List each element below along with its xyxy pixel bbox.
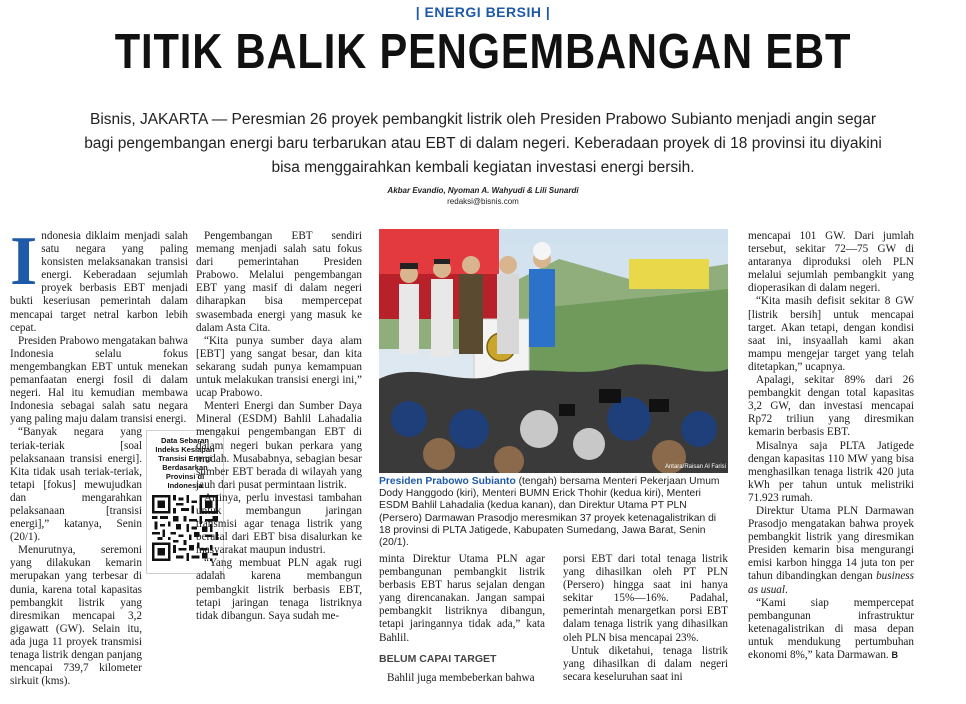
article-deck: Bisnis, JAKARTA — Peresmian 26 proyek pembangkit listrik oleh Presiden Prabowo Subianto menjadi angin segar bagi pengembangan energi baru terbarukan atau EBT di dalam negeri. Keberadaan proyek di 18 provinsi itu diyakini bisa menggairahkan kembali kegiatan investasi energi bersih. bbox=[84, 111, 882, 176]
paragraph: “Yang membuat PLN agak rugi adalah karena membangun pembangkit listrik berbasis EBT, tetapi jaringan tenaga listriknya tidak dibangun. Saya sudah me- bbox=[196, 557, 362, 622]
lead-text: ndonesia diklaim menjadi salah satu negara yang paling konsisten melaksanakan transisi energi. Keberadaan sejumlah proyek berbasis EBT menjadi bukti keseriusan pemerintah dalam mencapai target netral karbon lebih cepat. bbox=[10, 230, 188, 334]
article-column-4 bbox=[563, 553, 728, 684]
byline: Akbar Evandio, Nyoman A. Wahyudi & Lili Sunardi bbox=[387, 186, 579, 195]
paragraph: Untuk diketahui, tenaga listrik yang dihasilkan di dalam negeri secara keseluruhan saat ini bbox=[563, 644, 728, 683]
paragraph: Pengembangan EBT sendiri memang menjadi salah satu fokus dari pemerintahan Presiden Prabowo. Melalui pengembangan EBT yang masif di dalam negeri diharapkan bisa mempercepat swasembada energi yang masuk ke dalam Asta Cita. bbox=[196, 230, 362, 334]
caption-text: (tengah) bersama Menteri Pekerjaan Umum Dody Hanggodo (kiri), Menteri BUMN Erick Thohir (kedua kiri), Menteri ESDM Bahlil Lahadalia (kedua kanan), dan Direktur Utama PT PLN (Persero) Darmawan Prasodjo meresmikan 37 proyek ketenagalistrikan di 18 provinsi di PLTA Jatigede, Kabupaten Sumedang, Jawa Barat, Senin (20/1). bbox=[379, 476, 720, 549]
caption-name: Presiden Prabowo Subianto bbox=[379, 476, 516, 487]
paragraph: porsi EBT dari total tenaga listrik yang dihasilkan oleh PT PLN (Persero) hingga saat ini hanya sekitar 15%—16%. Padahal, pemerintah menargetkan porsi EBT dalam tenaga listrik yang dihasilkan oleh PLN bisa mencapai 23%. bbox=[563, 553, 728, 644]
photo-credit: Antara/Raisan Al Farisi bbox=[664, 464, 726, 470]
paragraph: “Kami siap mempercepat pembangunan infrastruktur ketenagalistrikan di masa depan untuk mendukung pertumbuhan ekonomi 8%,” kata Darmawan. B bbox=[748, 596, 914, 661]
article-column-5 bbox=[748, 230, 914, 662]
paragraph: Misalnya saja PLTA Jatigede dengan kapasitas 110 MW yang bisa menghasilkan tenaga listrik 420 juta kWh per tahun untuk melistriki 71.923 rumah. bbox=[748, 439, 914, 504]
byline-email[interactable]: redaksi@bisnis.com bbox=[447, 197, 519, 206]
paragraph: Bahlil juga membeberkan bahwa bbox=[387, 671, 535, 684]
paragraph: Menurutnya, seremoni yang dilakukan kemarin merupakan yang terbesar di dunia, karena total kapasitas pembangkit listrik yang diresmikan mencapai 3,2 gigawatt (GW). Selain itu, ada juga 11 proyek transmisi tenaga listrik dengan panjang mencapai 739,7 kilometer sirkuit (kms). bbox=[10, 544, 142, 688]
headline: TITIK BALIK PENGEMBANGAN EBT bbox=[114, 25, 852, 79]
paragraph: Artinya, perlu investasi tambahan untuk membangun jaringan transmisi agar tenaga listrik yang berasal dari EBT bisa disalurkan ke masyarakat maupun industri. bbox=[196, 491, 362, 557]
end-mark: B bbox=[891, 650, 899, 660]
drop-cap: I bbox=[10, 223, 38, 300]
paragraph: Direktur Utama PLN Darmawan Prasodjo mengatakan bahwa proyek pembangkit listrik yang diresmikan Presiden kemarin bisa mengurangi emisi karbon hingga 14 juta ton per tahun dibandingkan dengan business as usual. bbox=[748, 504, 914, 596]
subheading: BELUM CAPAI TARGET bbox=[379, 652, 497, 665]
photo-caption bbox=[379, 476, 728, 549]
article-column-3 bbox=[379, 553, 545, 685]
paragraph: “Kita masih defisit sekitar 8 GW [listrik bersih] untuk mencapai target. Akan tetapi, dengan kondisi saat ini, insyaallah kami akan mampu mengejar target yang telah ditetapkan,” ucapnya. bbox=[748, 295, 914, 373]
qr-infobox-title: Data Sebaran Indeks Kesiapan Transisi Energi Berdasarkan Provinsi di Indonesia bbox=[155, 436, 215, 490]
paragraph: “Kita punya sumber daya alam [EBT] yang sangat besar, dan kita sekarang sudah punya kemampuan untuk melakukan transisi energi ini,” ucap Prabowo. bbox=[196, 334, 362, 400]
section-rubric: | ENERGI BERSIH | bbox=[415, 4, 551, 20]
paragraph: Apalagi, sekitar 89% dari 26 pembangkit dengan total kapasitas 3,2 GW, dan investasi mencapai Rp72 triliun yang diresmikan kemarin berbasis EBT. bbox=[748, 374, 914, 439]
paragraph: “Banyak negara yang teriak-teriak [soal pelaksanaan transisi energi]. Kita tidak usah teriak-teriak, tetapi [fokus] mewujudkan dan mengarahkan pelaksanaan [transisi energi],” katanya, Senin (20/1). bbox=[10, 426, 142, 544]
news-photo bbox=[379, 229, 728, 473]
paragraph: mencapai 101 GW. Dari jumlah tersebut, sekitar 72—75 GW di antaranya diproduksi oleh PLN melalui sejumlah pembangkit yang dioperasikan di dalam negeri. bbox=[748, 230, 914, 295]
article-column-2 bbox=[196, 230, 362, 623]
paragraph-lead bbox=[10, 223, 188, 335]
paragraph: Menteri Energi dan Sumber Daya Mineral (ESDM) Bahlil Lahadalia mengakui pengembangan EBT di dalam negeri bukan perkara yang mudah. Musababnya, sebagian besar sumber EBT berada di wilayah yang jauh dari pusat permintaan listrik. bbox=[196, 400, 362, 491]
paragraph: Presiden Prabowo mengatakan bahwa Indonesia selalu fokus mengembangkan EBT untuk menekan pemanfaatan energi fosil di dalam negeri. Hal itu kemudian membawa Indonesia sebagai salah satu negara yang paling maju dalam transisi energi. bbox=[10, 334, 188, 426]
ceremony-photo-illustration bbox=[379, 229, 728, 473]
paragraph: minta Direktur Utama PLN agar pembangunan pembangkit listrik berbasis EBT harus sejalan dengan yang direncanakan. Jangan sampai pembangkit listriknya dibangun, tetapi jaringannya tidak ada,” kata Bahlil. bbox=[379, 553, 545, 644]
